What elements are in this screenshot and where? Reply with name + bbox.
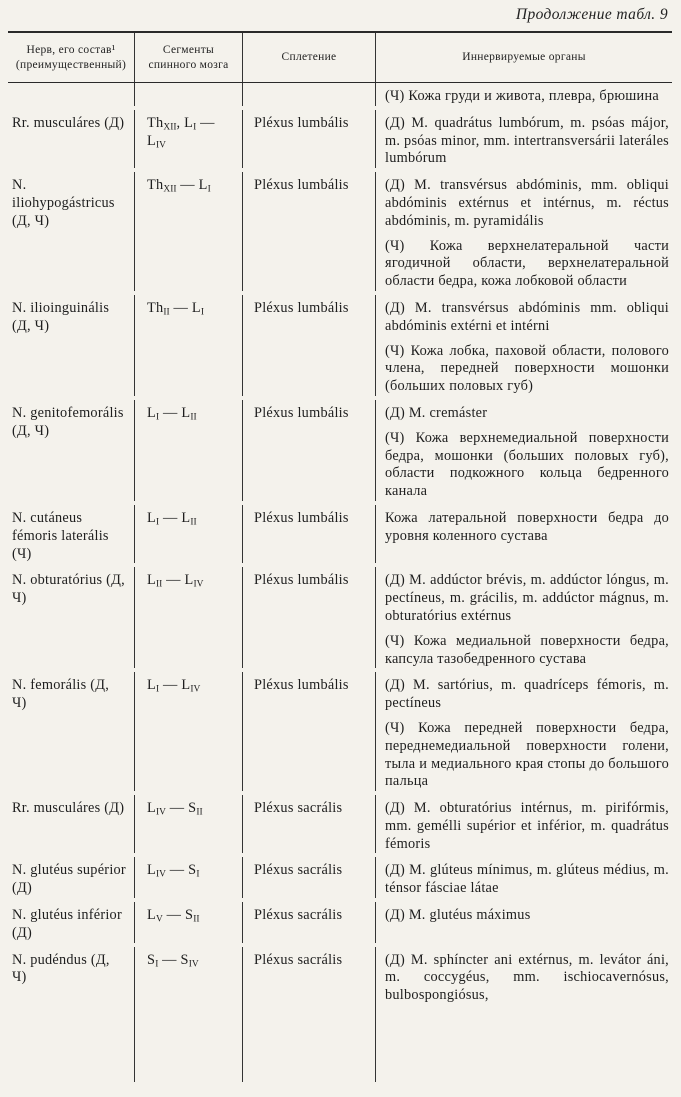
plexus-cell: Pléxus sacrális (242, 795, 375, 853)
segments-cell: $Th_{II}$ — $L_I$ (134, 295, 242, 396)
segments-cell: $L_{II}$ — $L_{IV}$ (134, 567, 242, 668)
organs-cell (375, 400, 672, 501)
nerve-cell: Rr. musculáres (Д) (12, 114, 125, 131)
table-row (8, 902, 672, 947)
column-header-plexus: Сплетение (242, 33, 375, 82)
table-row (8, 857, 672, 902)
plexus-cell: Pléxus lumbális (242, 110, 375, 168)
nerve-cell: N. cutáneus fémoris laterális (Ч) (12, 509, 109, 562)
nerve-cell: N. iliohypogástricus (Д, Ч) (12, 177, 115, 229)
plexus-cell: Pléxus lumbális (242, 672, 375, 791)
column-header-nerve: Нерв, его состав¹ (преимущественный) (15, 44, 127, 71)
column-header-segments: Сегменты спинного мозга (134, 33, 242, 82)
nerve-cell: N. glutéus supérior (Д) (12, 862, 126, 897)
organs-paragraph: (Д) M. glúteus mínimus, m. glúteus médius, m. ténsor fásciae látae (385, 862, 669, 897)
organs-cell (375, 83, 672, 106)
plexus-cell: Pléxus lumbális (242, 400, 375, 501)
organs-paragraph: (Д) M. obturatórius intérnus, m. pirifórmis, mm. gemélli supérior et inférior, m. quadrátus fémoris (385, 800, 669, 852)
plexus-cell: Pléxus lumbális (242, 505, 375, 563)
segments-cell: $L_{IV}$ — $S_{II}$ (134, 795, 242, 853)
nerve-cell: N. ilioinguinális (Д, Ч) (12, 299, 110, 334)
plexus-cell: Pléxus lumbális (242, 172, 375, 291)
organs-paragraph: (Ч) Кожа груди и живота, плевра, брюшина (385, 88, 659, 104)
organs-paragraph: (Д) M. sartórius, m. quadríceps fémoris, m. pectíneus (385, 677, 669, 712)
organs-paragraph: (Ч) Кожа верхнелатеральной части ягодичной области, верхнелатеральной области бедра, кожа лобковой области (385, 237, 669, 290)
nerve-cell: N. genitofemorális (Д, Ч) (12, 404, 124, 439)
table-continuation-title: Продолжение табл. 9 (515, 6, 668, 23)
organs-cell (375, 795, 672, 853)
organs-cell (375, 672, 672, 791)
plexus-cell: Pléxus lumbális (242, 295, 375, 396)
nerve-cell: N. glutéus inférior (Д) (12, 907, 122, 941)
table-header-row (8, 33, 672, 83)
table-row (8, 83, 672, 110)
organs-paragraph: (Д) M. quadrátus lumbórum, m. psóas májor, m. psóas minor, mm. intertransversárii lateráles lumbórum (385, 114, 669, 167)
table-row (8, 567, 672, 672)
plexus-cell: Pléxus sacrális (242, 902, 375, 943)
segments-cell: $L_I$ — $L_{II}$ (134, 505, 242, 563)
segments-cell: $L_V$ — $S_{II}$ (134, 902, 242, 943)
table-row (8, 295, 672, 400)
segments-cell: $L_{IV}$ — $S_I$ (134, 857, 242, 898)
table-row (8, 172, 672, 295)
organs-paragraph: (Д) M. glutéus máximus (385, 907, 531, 924)
nerve-cell: N. pudéndus (Д, Ч) (12, 951, 110, 986)
organs-paragraph: (Д) M. cremáster (385, 404, 488, 421)
table-row (8, 795, 672, 857)
plexus-cell: Pléxus sacrális (242, 857, 375, 898)
plexus-cell (242, 83, 375, 106)
segments-cell: $Th_{XII}$ — $L_I$ (134, 172, 242, 291)
table-row (8, 505, 672, 567)
table-row (8, 400, 672, 505)
nerve-cell: N. femorális (Д, Ч) (12, 677, 110, 712)
segments-cell: $Th_{XII}$, $L_I$ — $L_{IV}$ (134, 110, 242, 168)
organs-paragraph: (Д) M. sphíncter ani extérnus, m. levátor áni, m. coccygéus, mm. ischiocavernósus, bulbospongiósus, (385, 951, 669, 1004)
table-row (8, 672, 672, 795)
organs-paragraph: Кожа латеральной поверхности бедра до уровня коленного сустава (385, 509, 669, 544)
organs-paragraph: (Ч) Кожа медиальной поверхности бедра, капсула тазобедренного сустава (385, 632, 669, 667)
organs-cell (375, 857, 672, 898)
segments-cell (134, 83, 242, 106)
table-row (8, 947, 672, 1086)
table-row (8, 110, 672, 172)
organs-cell (375, 110, 672, 168)
plexus-cell: Pléxus sacrális (242, 947, 375, 1082)
organs-paragraph: (Ч) Кожа передней поверхности бедра, переднемедиальной поверхности голени, тыла и медиального края стопы до большого пальца (385, 719, 669, 790)
organs-cell (375, 567, 672, 668)
organs-cell (375, 172, 672, 291)
organs-cell (375, 295, 672, 396)
organs-cell (375, 947, 672, 1082)
organs-paragraph: (Ч) Кожа верхнемедиальной поверхности бедра, мошонки (больших половых губ), области подкожного кольца бедренного канала (385, 429, 669, 500)
organs-paragraph: (Д) M. addúctor brévis, m. addúctor lóngus, m. pectíneus, m. grácilis, m. addúctor mágnus, m. obturatórius extérnus (385, 572, 669, 624)
plexus-cell: Pléxus lumbális (242, 567, 375, 668)
column-header-organs: Иннервируемые органы (375, 33, 672, 82)
table-body (8, 83, 672, 1086)
segments-cell: $L_I$ — $L_{II}$ (134, 400, 242, 501)
organs-paragraph: (Д) M. transvérsus abdóminis mm. obliqui abdóminis extérni et intérni (385, 299, 669, 334)
organs-paragraph: (Ч) Кожа лобка, паховой области, полового члена, передней поверхности мошонки (больших половых губ) (385, 342, 669, 395)
organs-cell (375, 505, 672, 563)
nerve-cell (8, 83, 134, 106)
nerve-cell: N. obturatórius (Д, Ч) (12, 572, 125, 607)
organs-cell (375, 902, 672, 943)
segments-cell: $S_I$ — $S_{IV}$ (134, 947, 242, 1082)
segments-cell: $L_I$ — $L_{IV}$ (134, 672, 242, 791)
nerve-cell: Rr. musculáres (Д) (12, 800, 125, 817)
nerve-plexus-table (8, 31, 672, 1086)
organs-paragraph: (Д) M. transvérsus abdóminis, mm. obliqui abdóminis extérnus et intérnus, m. réctus abdóminis, m. pyramidális (385, 177, 669, 229)
